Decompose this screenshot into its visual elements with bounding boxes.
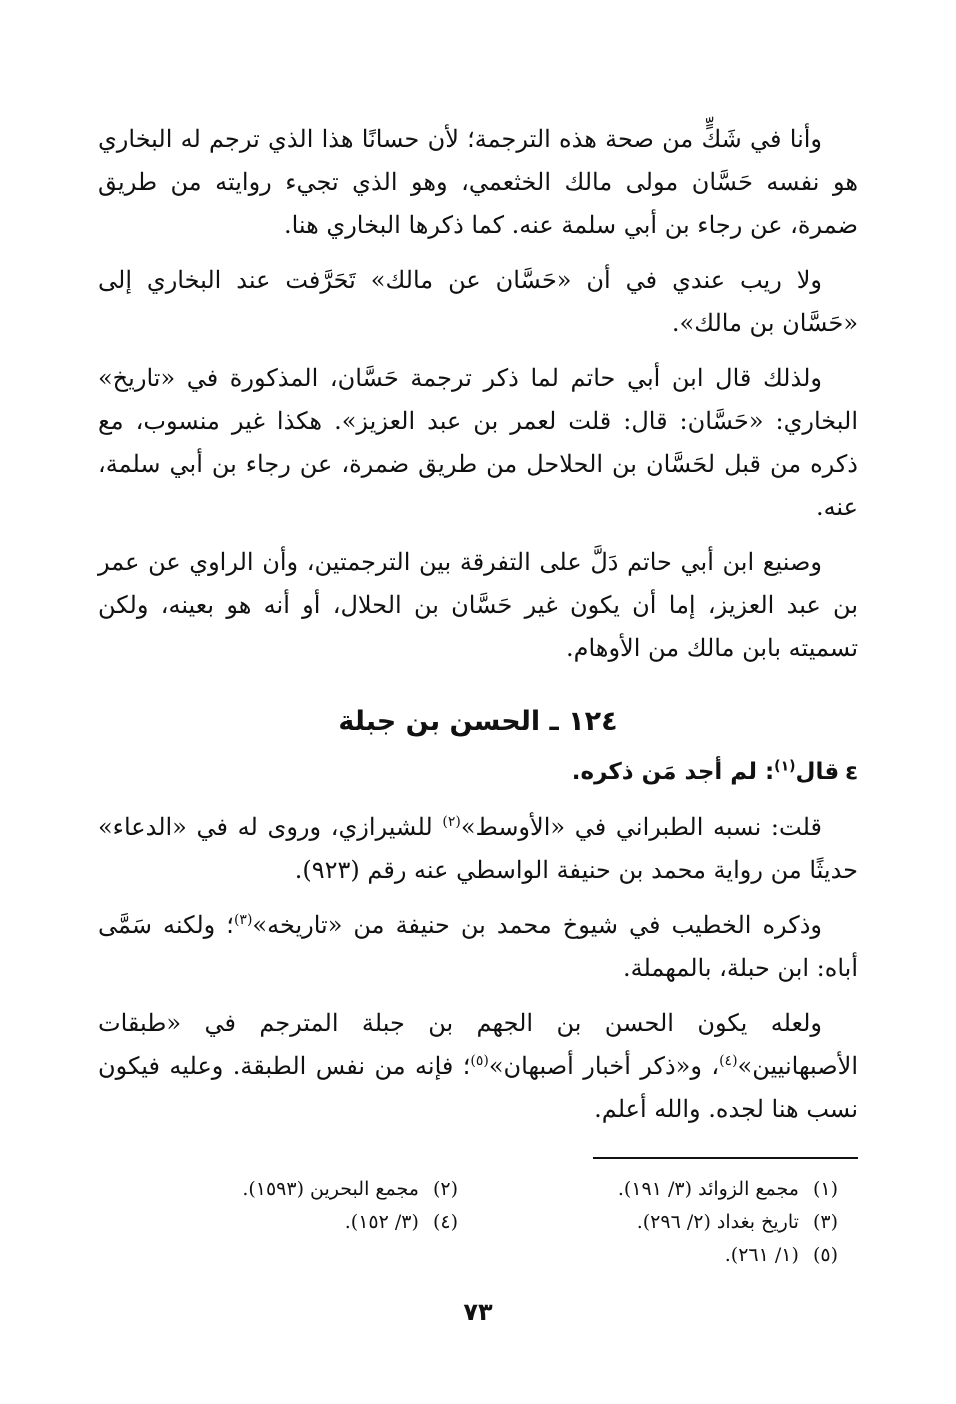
qala-text: : لم أجد مَن ذكره. xyxy=(571,759,775,785)
paragraph-perhaps-c: ؛ فإنه من نفس الطبقة. وعليه فيكون نسب هنا لجده. والله أعلم. xyxy=(98,1052,858,1123)
footnote-1 xyxy=(478,1173,858,1206)
footnote-number: (٣) xyxy=(812,1211,838,1233)
footnote-text: مجمع البحرين (١٥٩٣). xyxy=(242,1178,419,1200)
footnote-divider xyxy=(593,1157,858,1159)
paragraph-ibn-abi-hatim: ولذلك قال ابن أبي حاتم لما ذكر ترجمة حَسَّان، المذكورة في «تاريخ» البخاري: «حَسَّان: قال: قلت لعمر بن عبد العزيز». هكذا غير منسوب، مع ذكره من قبل لحَسَّان بن الحلاحل من طريق ضمرة، عن رجاء بن أبي سلمة، عنه. xyxy=(98,364,858,521)
footnote-text: (٣/ ١٥٢). xyxy=(344,1211,419,1233)
footnote-text: مجمع الزوائد (٣/ ١٩١). xyxy=(617,1178,799,1200)
paragraph-tabarani-b: للشيرازي، وروى له في «الدعاء» حديثًا من رواية محمد بن حنيفة الواسطي عنه رقم (٩٢٣). xyxy=(98,813,858,884)
paragraph-khatib-a: وذكره الخطيب في شيوخ محمد بن حنيفة من «تاريخه» xyxy=(252,911,823,939)
footnote-3 xyxy=(478,1206,858,1239)
qala-label: قال xyxy=(795,759,840,785)
page-body xyxy=(98,118,858,1272)
footnotes xyxy=(98,1173,858,1272)
paragraph-distinction: وصنيع ابن أبي حاتم دَلَّ على التفرقة بين الترجمتين، وأن الراوي عن عمر بن عبد العزيز، إما أن يكون غير حَسَّان بن الحلال، أو أنه هو بعينه، ولكن تسميته بابن مالك من الأوهام. xyxy=(98,548,858,662)
footnote-text: (١/ ٢٦١). xyxy=(724,1244,799,1266)
paragraph-perhaps-a: ولعله يكون الحسن بن الجهم بن جبلة المترجم في «طبقات الأصبهانيين» xyxy=(98,1009,859,1080)
paragraph-khatib xyxy=(98,904,858,990)
footnote-number: (٢) xyxy=(432,1178,458,1200)
qala-mark: ε xyxy=(845,759,858,785)
footnote-ref-3: (٣) xyxy=(233,912,253,928)
footnote-4 xyxy=(98,1206,478,1239)
footnote-ref-1: (١) xyxy=(774,758,796,775)
qala-line xyxy=(98,752,858,792)
footnote-number: (١) xyxy=(812,1178,838,1200)
footnote-2 xyxy=(98,1173,478,1206)
paragraph-khatib-b: ؛ ولكنه سَمَّى أباه: ابن حبلة، بالمهملة. xyxy=(98,911,858,982)
page-number: ٧٣ xyxy=(463,1298,493,1326)
section-title: ١٢٤ ـ الحسن بن جبلة xyxy=(338,706,618,737)
paragraph-perhaps xyxy=(98,1002,858,1131)
paragraph-doubt: وأنا في شَكٍّ من صحة هذه الترجمة؛ لأن حسانًا هذا الذي ترجم له البخاري هو نفسه حَسَّان مولى مالك الخثعمي، وهو الذي تجيء روايته من طريق ضمرة، عن رجاء بن أبي سلمة عنه. كما ذكرها البخاري هنا. xyxy=(98,125,858,239)
footnote-ref-4: (٤) xyxy=(719,1053,738,1069)
footnote-number: (٤) xyxy=(432,1211,458,1233)
paragraph-perhaps-b: ، و«ذكر أخبار أصبهان» xyxy=(488,1052,720,1080)
paragraph-no-doubt: ولا ريب عندي في أن «حَسَّان عن مالك» تَحَرَّفت عند البخاري إلى «حَسَّان بن مالك». xyxy=(98,266,858,337)
footnote-number: (٥) xyxy=(812,1244,838,1266)
footnote-ref-5: (٥) xyxy=(470,1053,489,1069)
paragraph-tabarani xyxy=(98,806,858,892)
paragraph-tabarani-a: قلت: نسبه الطبراني في «الأوسط» xyxy=(460,813,823,841)
footnote-ref-2: (٢) xyxy=(442,814,461,830)
footnote-5 xyxy=(478,1239,858,1272)
footnote-text: تاريخ بغداد (٢/ ٢٩٦). xyxy=(636,1211,799,1233)
